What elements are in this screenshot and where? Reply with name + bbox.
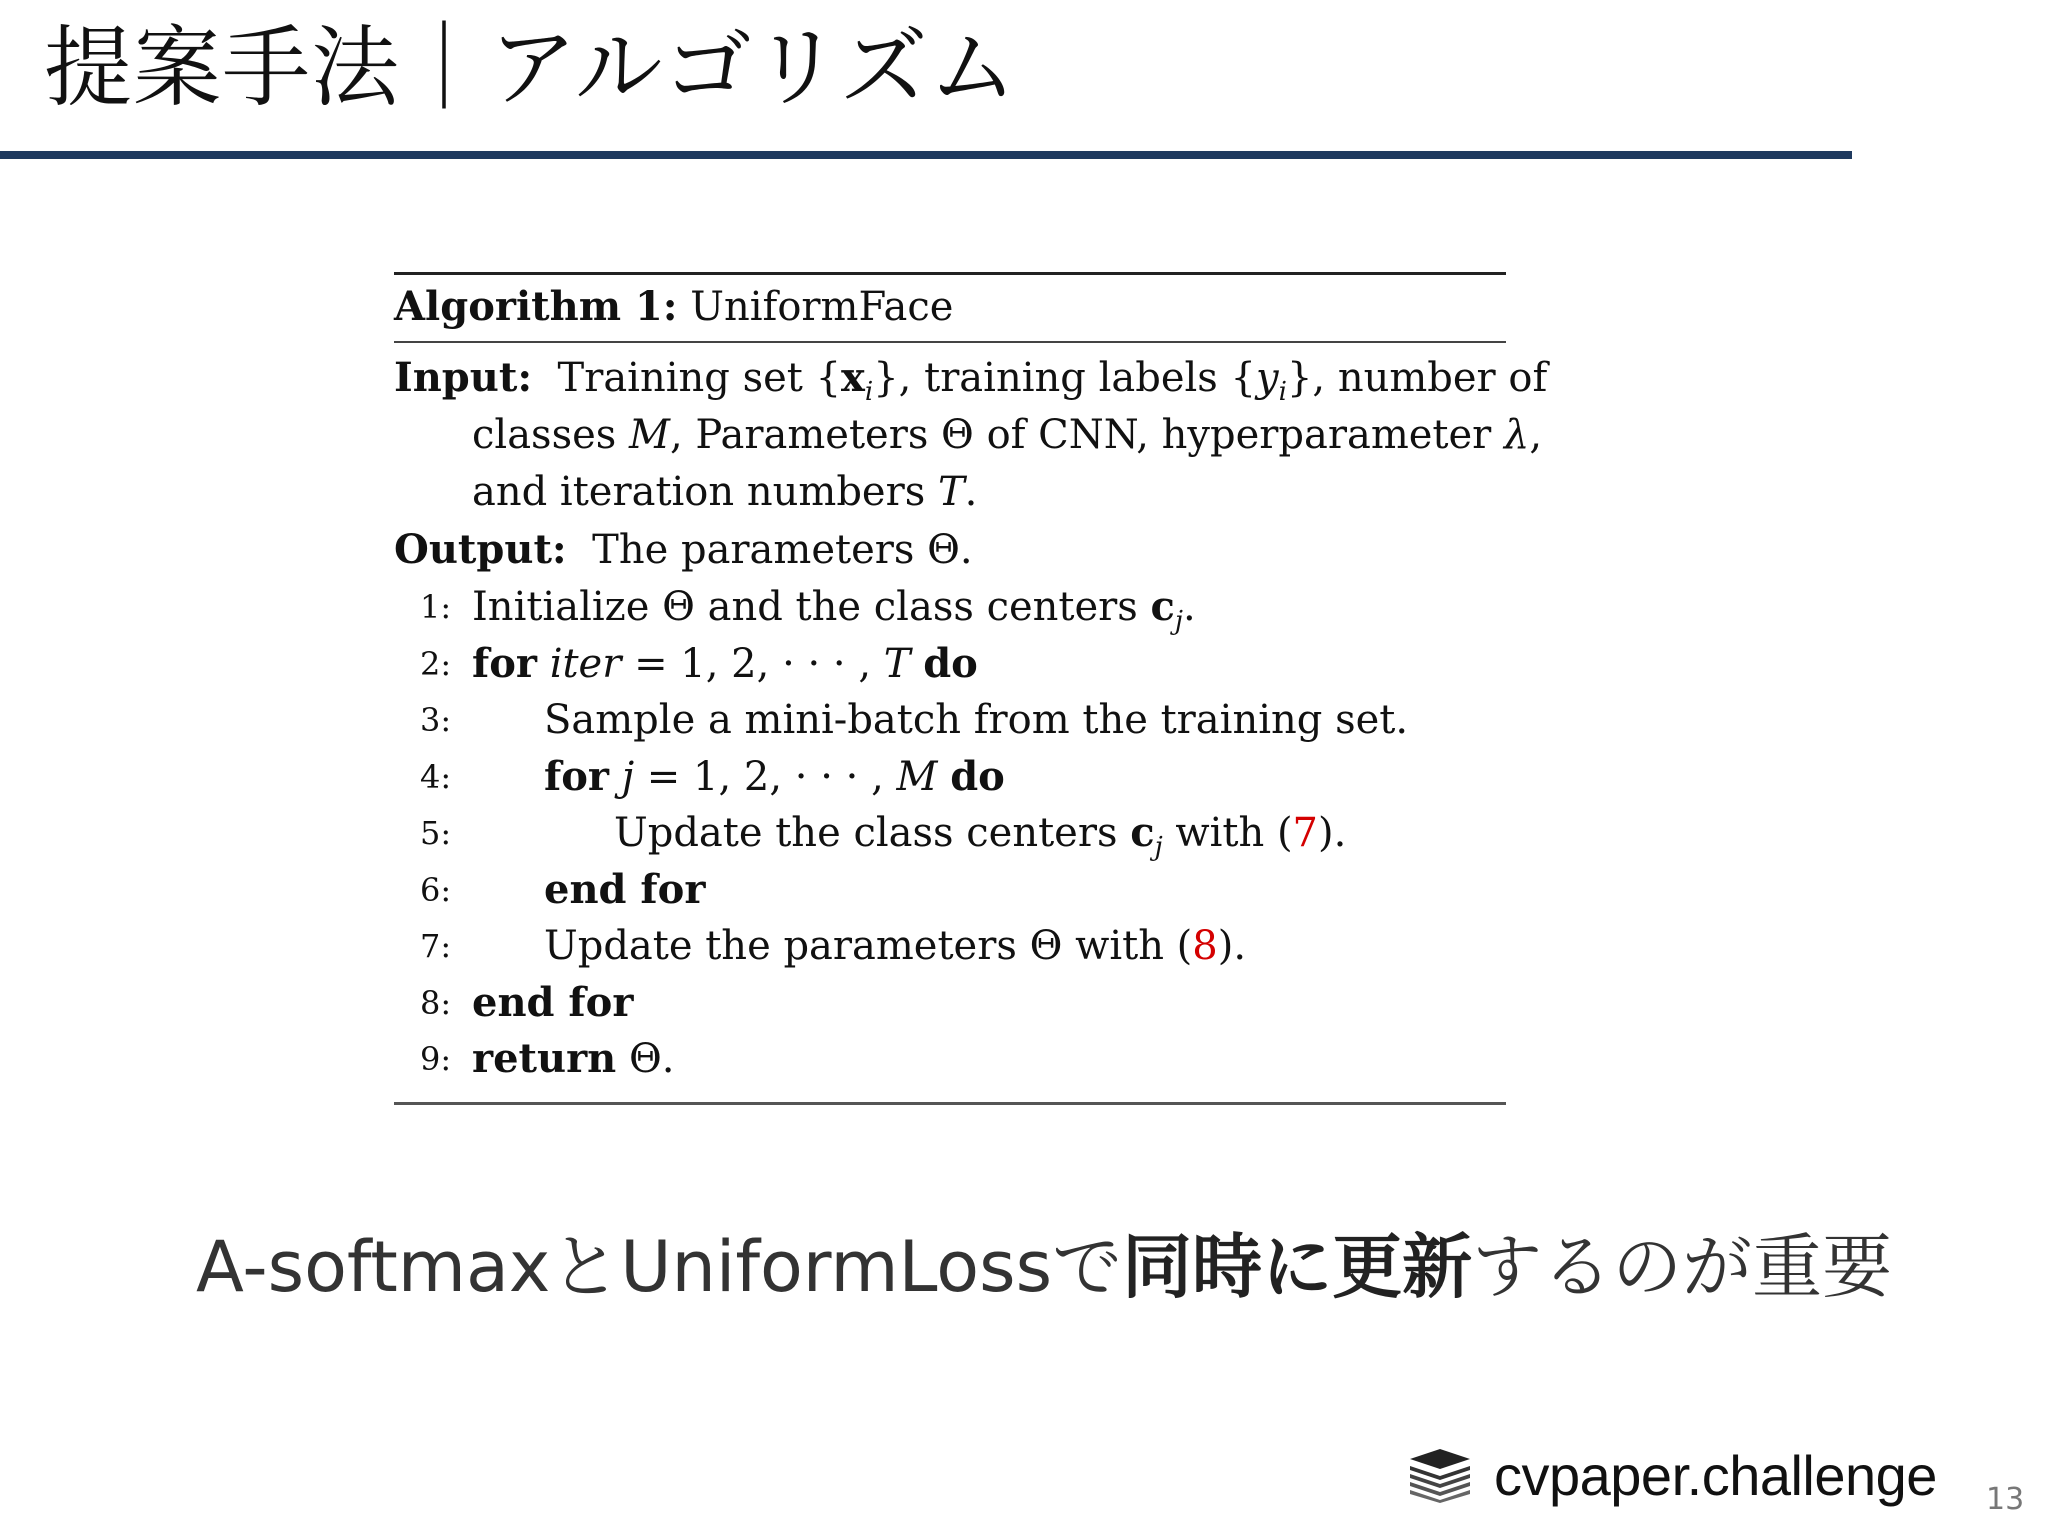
- step-body: [472, 1031, 674, 1088]
- step-body: [544, 918, 1246, 975]
- keyword: return: [472, 1035, 617, 1082]
- algorithm-header-rule: [394, 341, 1506, 343]
- step-number: 8:: [420, 983, 452, 1022]
- slide-title: 提案手法｜アルゴリズム: [44, 16, 1018, 119]
- step-text: Update the parameters Θ with (: [544, 923, 1193, 969]
- math-symbol: x: [841, 354, 865, 401]
- stacked-layers-icon: [1408, 1447, 1472, 1503]
- equation-reference[interactable]: 7: [1292, 810, 1318, 856]
- summary-pre: A-softmaxとUniformLossで: [196, 1226, 1123, 1308]
- brand-logo: [1408, 1440, 1937, 1510]
- keyword: do: [950, 752, 1005, 800]
- step-body: [472, 579, 1196, 636]
- step-number: 9:: [420, 1040, 452, 1078]
- keyword: for: [472, 639, 537, 687]
- step-body: [544, 749, 1005, 806]
- step-body: end for: [472, 978, 634, 1026]
- algorithm-step: [394, 918, 1506, 975]
- algorithm-step: [394, 579, 1506, 636]
- math-symbol: λ: [1504, 412, 1530, 458]
- math-symbol: T: [883, 640, 911, 687]
- summary-post: するのが重要: [1472, 1226, 1893, 1308]
- step-text: .: [1182, 584, 1196, 630]
- step-number: 3:: [420, 701, 452, 739]
- algorithm-top-rule: [394, 272, 1506, 275]
- algorithm-step: [394, 692, 1506, 749]
- step-text: ).: [1318, 810, 1347, 856]
- math-subscript: i: [1278, 377, 1287, 407]
- math-symbol: T: [937, 469, 965, 515]
- math-subscript: i: [864, 377, 874, 407]
- input-text: , Parameters Θ of CNN, hyperparameter: [669, 412, 1505, 458]
- algorithm-header: [394, 283, 1506, 331]
- math-symbol: j: [621, 753, 635, 800]
- step-body: [614, 805, 1346, 862]
- step-body: [472, 636, 978, 693]
- input-line-1: [394, 349, 1548, 407]
- step-text: ).: [1217, 923, 1247, 969]
- step-number: 2:: [420, 644, 452, 683]
- algorithm-io: [394, 349, 1548, 579]
- step-number: 6:: [420, 870, 452, 909]
- page-number: 13: [1986, 1482, 2025, 1517]
- step-number: 5:: [420, 814, 452, 852]
- step-text: = 1, 2, · · · ,: [621, 640, 884, 687]
- step-body: Sample a mini-batch from the training set.: [544, 697, 1409, 743]
- keyword: do: [923, 639, 978, 687]
- input-text: }, number of: [1286, 355, 1548, 401]
- step-text: with (: [1162, 810, 1293, 856]
- brand-name: cvpaper.challenge: [1494, 1443, 1937, 1507]
- math-symbol: c: [1150, 583, 1175, 630]
- math-symbol: y: [1256, 355, 1279, 401]
- algorithm-step: [394, 805, 1506, 862]
- step-text: = 1, 2, · · · ,: [634, 753, 897, 800]
- algorithm-step: [394, 636, 1506, 693]
- step-text: Initialize Θ and the class centers: [472, 584, 1151, 630]
- math-symbol: M: [896, 753, 938, 800]
- algorithm-step: [394, 975, 1506, 1032]
- input-text: Training set {: [557, 355, 842, 401]
- step-number: 7:: [420, 927, 452, 965]
- input-text: and iteration numbers: [472, 469, 938, 515]
- algorithm-name: UniformFace: [690, 284, 954, 330]
- input-text: classes: [472, 412, 630, 458]
- math-symbol: c: [1130, 809, 1155, 856]
- math-symbol: M: [629, 412, 670, 458]
- step-number: 4:: [420, 757, 452, 796]
- output-text: The parameters Θ.: [592, 527, 973, 573]
- step-body: end for: [544, 865, 706, 913]
- math-subscript: j: [1174, 606, 1183, 636]
- algorithm-label: Algorithm 1:: [394, 283, 678, 330]
- input-text: }, training labels {: [873, 355, 1256, 401]
- input-text: .: [964, 469, 978, 515]
- algorithm-step: [394, 1031, 1506, 1088]
- input-label: Input:: [394, 354, 533, 401]
- output-line: [394, 521, 1506, 579]
- step-text: Θ.: [616, 1036, 675, 1082]
- title-underline: [0, 151, 1852, 159]
- algorithm-bottom-rule: [394, 1102, 1506, 1105]
- algorithm-box: [394, 272, 1548, 1105]
- math-symbol: iter: [549, 640, 622, 687]
- input-line-2: [394, 407, 1543, 464]
- summary-text: [196, 1222, 1892, 1312]
- math-subscript: j: [1154, 832, 1163, 862]
- algorithm-step: [394, 862, 1506, 919]
- step-text: Update the class centers: [614, 810, 1131, 856]
- keyword: for: [544, 752, 609, 800]
- output-label: Output:: [394, 526, 567, 573]
- step-number: 1:: [420, 588, 452, 626]
- input-text: ,: [1529, 412, 1543, 458]
- equation-reference[interactable]: 8: [1192, 923, 1218, 969]
- summary-emphasis: 同時に更新: [1122, 1226, 1473, 1308]
- algorithm-step: [394, 749, 1506, 806]
- input-line-3: [394, 464, 1506, 521]
